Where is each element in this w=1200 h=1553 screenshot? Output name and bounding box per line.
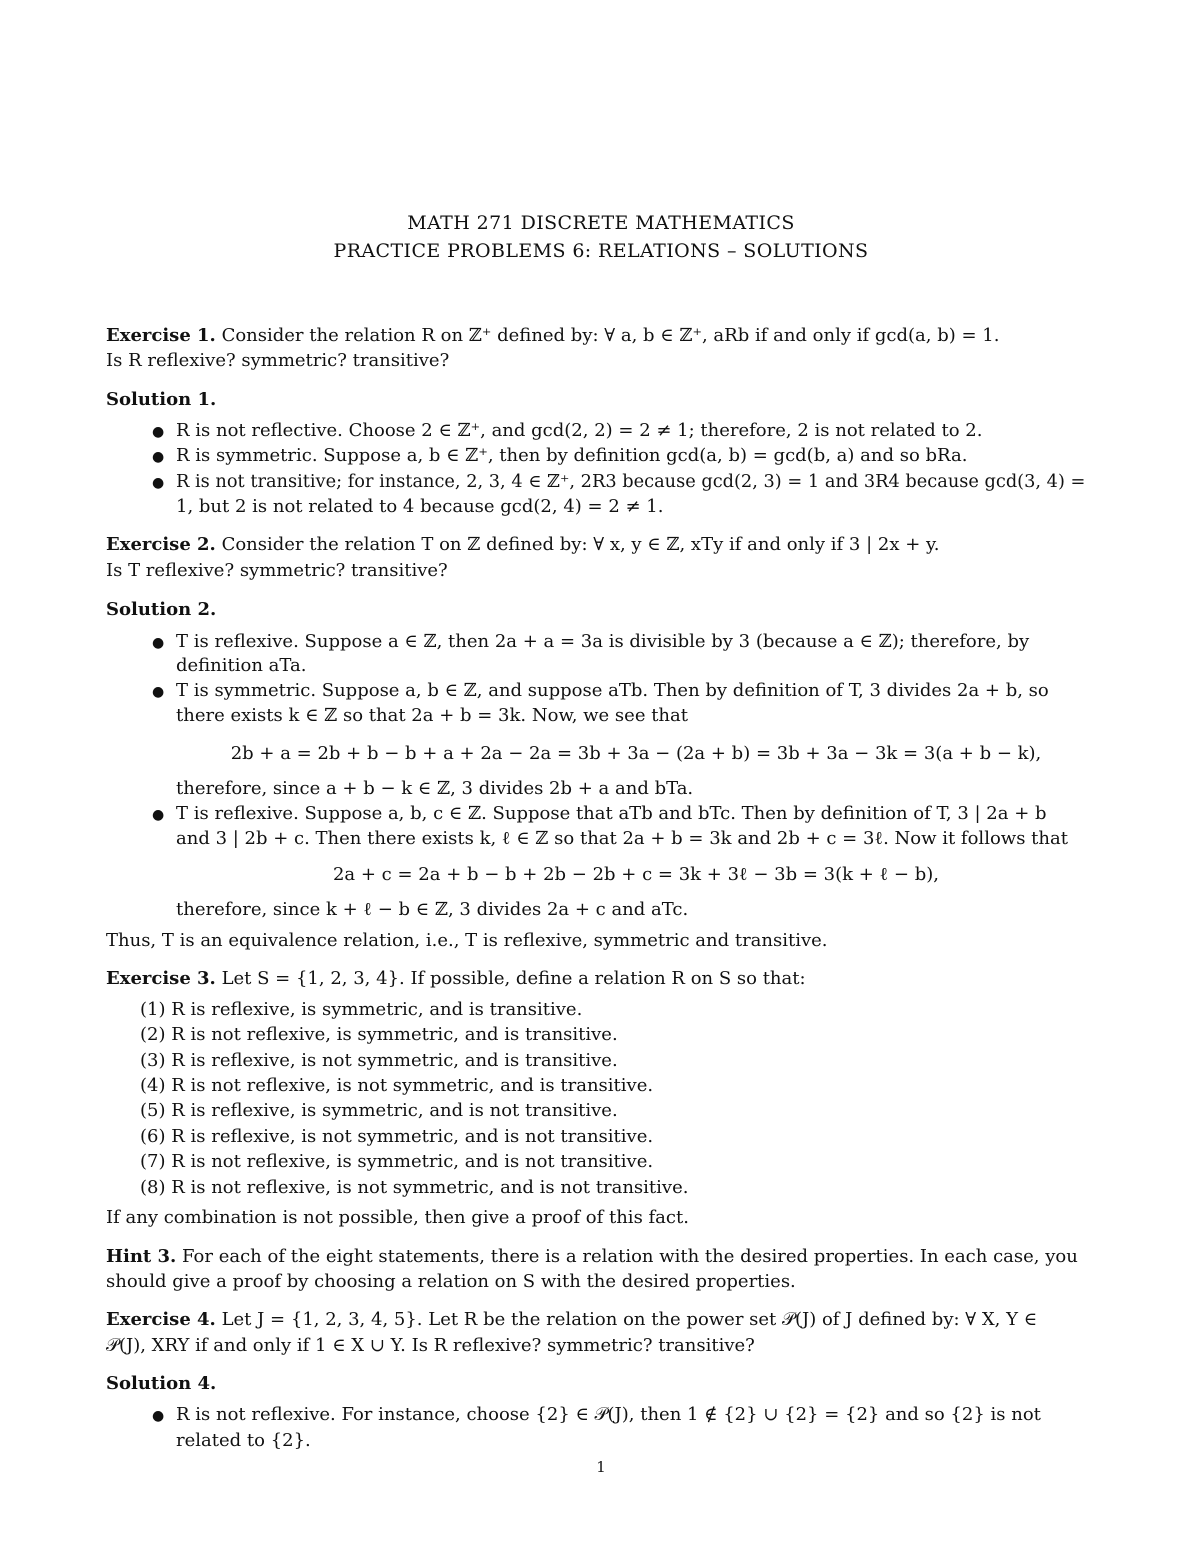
exercise-4-label: Exercise 4. — [106, 1309, 216, 1330]
bullet-icon: ● — [152, 635, 165, 651]
exercise-3-item: (2) R is not reflexive, is symmetric, and is transitive. — [140, 1024, 618, 1045]
solution-2-bullet-3c: therefore, since k + ℓ − b ∈ ℤ, 3 divides 2a + c and aTc. — [176, 899, 689, 920]
solution-2-bullet-2c: therefore, since a + b − k ∈ ℤ, 3 divides 2b + a and bTa. — [176, 778, 694, 799]
solution-2-bullet-2b: there exists k ∈ ℤ so that 2a + b = 3k. Now, we see that — [176, 705, 688, 726]
solution-2-conclusion: Thus, T is an equivalence relation, i.e., T is reflexive, symmetric and transitive. — [106, 930, 828, 951]
exercise-3-label: Exercise 3. — [106, 968, 216, 989]
exercise-3-item: (7) R is not reflexive, is symmetric, and is not transitive. — [140, 1151, 654, 1172]
exercise-2-label: Exercise 2. — [106, 534, 216, 555]
exercise-1-label: Exercise 1. — [106, 325, 216, 346]
bullet-icon: ● — [152, 807, 165, 823]
exercise-3-item: (1) R is reflexive, is symmetric, and is transitive. — [140, 999, 583, 1020]
page-number: 1 — [596, 1458, 606, 1476]
document-title-line1: MATH 271 DISCRETE MATHEMATICS — [407, 212, 795, 234]
exercise-3-item: (3) R is reflexive, is not symmetric, and is transitive. — [140, 1050, 618, 1071]
bullet-icon: ● — [152, 449, 165, 465]
document-title-line2: PRACTICE PROBLEMS 6: RELATIONS – SOLUTIONS — [333, 240, 869, 262]
solution-2-equation-1: 2b + a = 2b + b − b + a + 2a − 2a = 3b + 3a − (2a + b) = 3b + 3a − 3k = 3(a + b − k), — [230, 743, 1042, 764]
exercise-2 — [106, 534, 940, 556]
hint-3-line1: For each of the eight statements, there is a relation with the desired properties. In each case, you — [182, 1246, 1078, 1267]
hint-3-label: Hint 3. — [106, 1246, 177, 1267]
bullet-icon: ● — [152, 475, 165, 491]
solution-1-bullet-3b: 1, but 2 is not related to 4 because gcd(2, 4) = 2 ≠ 1. — [176, 496, 664, 517]
solution-4-bullet-1b: related to {2}. — [176, 1430, 311, 1451]
hint-3 — [106, 1246, 1078, 1268]
exercise-4 — [106, 1309, 1037, 1331]
solution-1-label: Solution 1. — [106, 389, 217, 410]
solution-2-equation-2: 2a + c = 2a + b − b + 2b − 2b + c = 3k + 3ℓ − 3b = 3(k + ℓ − b), — [332, 864, 940, 885]
exercise-4-line1: Let J = {1, 2, 3, 4, 5}. Let R be the relation on the power set 𝒫(J) of J defined by: ∀ X, Y ∈ — [221, 1309, 1038, 1330]
solution-1-bullet-1: R is not reflective. Choose 2 ∈ ℤ⁺, and gcd(2, 2) = 2 ≠ 1; therefore, 2 is not related to 2. — [176, 420, 983, 441]
solution-1-bullet-2: R is symmetric. Suppose a, b ∈ ℤ⁺, then by definition gcd(a, b) = gcd(b, a) and so bRa. — [176, 445, 968, 466]
exercise-1-text: Consider the relation R on ℤ⁺ defined by: ∀ a, b ∈ ℤ⁺, aRb if and only if gcd(a, b) = 1. — [221, 325, 1000, 346]
exercise-4-line2: 𝒫(J), XRY if and only if 1 ∈ X ∪ Y. Is R reflexive? symmetric? transitive? — [106, 1335, 755, 1356]
solution-2-bullet-2a: T is symmetric. Suppose a, b ∈ ℤ, and suppose aTb. Then by definition of T, 3 divides 2a + b, so — [176, 680, 1049, 701]
bullet-icon: ● — [152, 424, 165, 440]
solution-4-bullet-1a: R is not reflexive. For instance, choose {2} ∈ 𝒫(J), then 1 ∉ {2} ∪ {2} = {2} and so {2} is not — [176, 1404, 1041, 1425]
bullet-icon: ● — [152, 684, 165, 700]
exercise-3-item: (5) R is reflexive, is symmetric, and is not transitive. — [140, 1100, 618, 1121]
solution-2-bullet-3a: T is reflexive. Suppose a, b, c ∈ ℤ. Suppose that aTb and bTc. Then by definition of T, 3 | 2a + b — [176, 803, 1047, 824]
solution-2-bullet-1b: definition aTa. — [176, 655, 307, 676]
hint-3-line2: should give a proof by choosing a relation on S with the desired properties. — [106, 1271, 796, 1292]
exercise-3-text: Let S = {1, 2, 3, 4}. If possible, define a relation R on S so that: — [221, 968, 806, 989]
solution-1-bullet-3a: R is not transitive; for instance, 2, 3, 4 ∈ ℤ⁺, 2R3 because gcd(2, 3) = 1 and 3R4 because gcd(3, 4) = — [176, 472, 1086, 492]
bullet-icon: ● — [152, 1408, 165, 1424]
solution-2-bullet-3b: and 3 | 2b + c. Then there exists k, ℓ ∈ ℤ so that 2a + b = 3k and 2b + c = 3ℓ. Now it follows that — [176, 828, 1068, 849]
solution-2-label: Solution 2. — [106, 599, 217, 620]
solution-4-label: Solution 4. — [106, 1373, 217, 1394]
exercise-3-closing: If any combination is not possible, then give a proof of this fact. — [106, 1207, 689, 1228]
exercise-3-item: (8) R is not reflexive, is not symmetric, and is not transitive. — [140, 1177, 689, 1198]
solution-2-bullet-1a: T is reflexive. Suppose a ∈ ℤ, then 2a + a = 3a is divisible by 3 (because a ∈ ℤ); therefore, by — [176, 631, 1030, 652]
exercise-2-text: Consider the relation T on ℤ defined by: ∀ x, y ∈ ℤ, xTy if and only if 3 | 2x + y. — [221, 534, 940, 555]
exercise-1-question: Is R reflexive? symmetric? transitive? — [106, 350, 450, 371]
exercise-3-item: (4) R is not reflexive, is not symmetric, and is transitive. — [140, 1075, 654, 1096]
exercise-2-question: Is T reflexive? symmetric? transitive? — [106, 560, 448, 581]
exercise-3-item: (6) R is reflexive, is not symmetric, and is not transitive. — [140, 1126, 654, 1147]
exercise-3 — [106, 968, 806, 990]
exercise-1 — [106, 325, 999, 347]
